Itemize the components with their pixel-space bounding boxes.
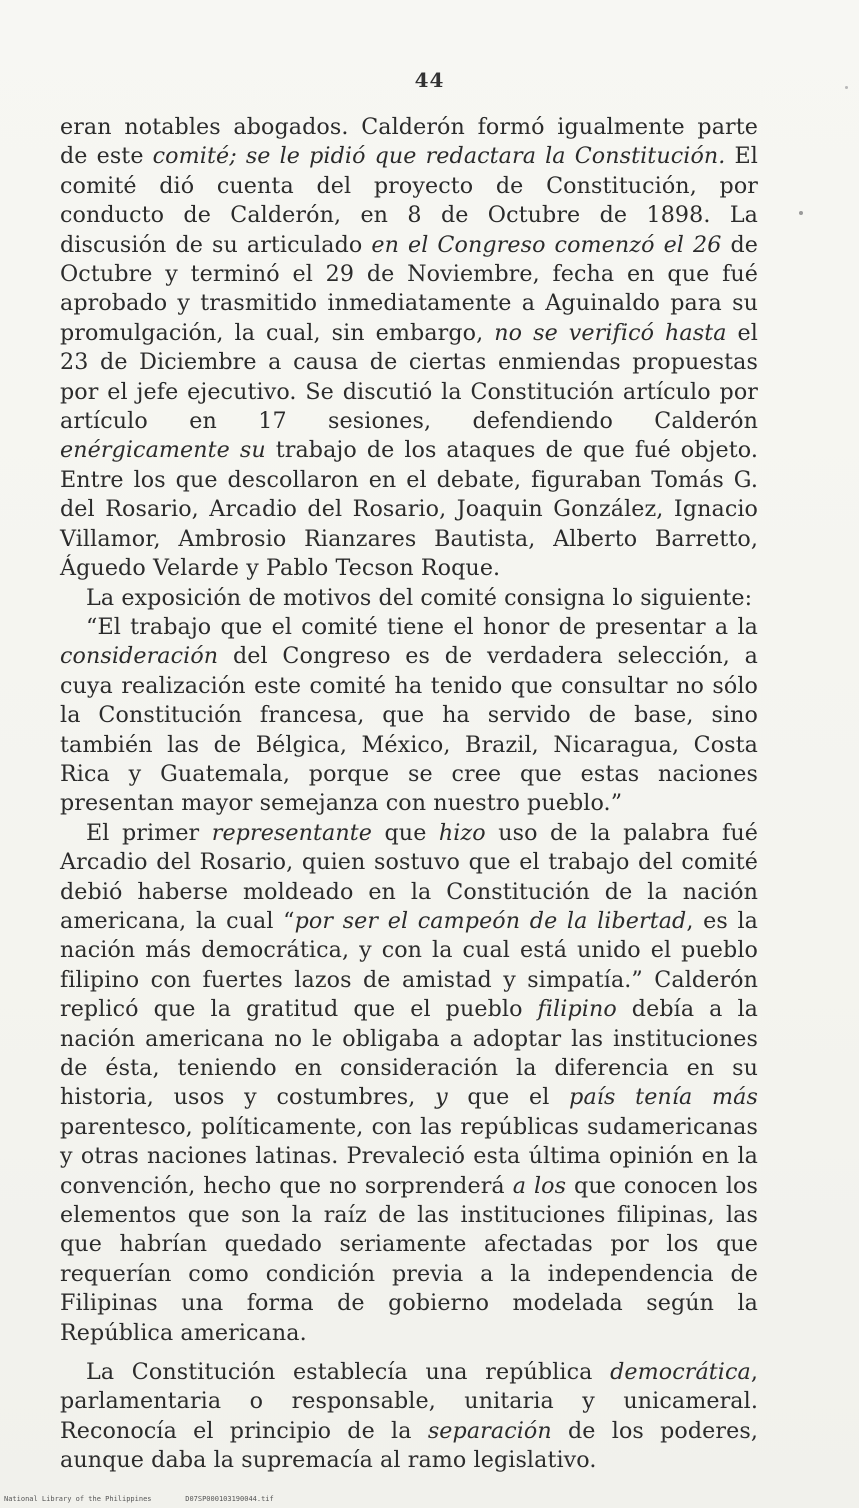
- text-run: parentesco, políticamente, con las repúblicas sudamericanas y otras naciones latinas. Prevaleció esta última opinión en la convención, hecho que no sorprenderá: [60, 1113, 758, 1199]
- text-run: eran notables abogados. Calderón formó igualmente parte de este: [60, 114, 758, 170]
- footer-source: National Library of the Philippines: [4, 1495, 152, 1503]
- text-run: que: [372, 819, 439, 846]
- text-run: el 23 de Diciembre a causa de ciertas enmiendas propuestas por el jefe ejecutivo. Se discutió la Constitución artículo por artículo en 17 sesiones, defendiendo Calderón: [60, 319, 758, 435]
- paragraph: [60, 819, 758, 1348]
- paragraph: [60, 113, 758, 584]
- italic-text: separación: [427, 1417, 552, 1444]
- text-run: del Congreso es de verdadera selección, a cuya realización este comité ha tenido que consultar no sólo la Constitución francesa, que ha servido de base, sino también las de Bélgica, México, Brazil, Nicaragua, Costa Rica y Guatemala, porque se cree que estas naciones presentan mayor semejanza con nuestro pueblo.”: [60, 643, 758, 817]
- page-number: 44: [414, 68, 445, 92]
- italic-text: y: [435, 1084, 448, 1111]
- text-run: , parlamentaria o responsable, unitaria y unicameral. Reconocía el principio de la: [60, 1359, 758, 1444]
- text-run: que el: [447, 1084, 570, 1111]
- italic-text: por ser el campeón de la libertad: [294, 907, 687, 934]
- text-run: El primer: [86, 819, 212, 846]
- italic-text: hizo: [438, 819, 486, 846]
- text-run: uso de la palabra fué Arcadio del Rosario, quien sostuvo que el trabajo del comité debió haberse moldeado en la Constitución de la nación americana, la cual “: [60, 819, 758, 934]
- italic-text: no se verificó hasta: [494, 319, 727, 346]
- text-run: El comité dió cuenta del proyecto de Constitución, por conducto de Calderón, en 8 de Octubre de 1898. La discusión de su articulado: [60, 143, 759, 258]
- scan-footer: [4, 1495, 274, 1503]
- body-text: [60, 113, 758, 1476]
- text-run: La exposición de motivos del comité consigna lo siguiente:: [86, 584, 753, 611]
- text-run: , es la nación más democrática, y con la cual está unido el pueblo filipino con fuertes lazos de amistad y simpatía.” Calderón replicó que la gratitud que el pueblo: [60, 907, 758, 1023]
- text-run: La Constitución establecía una república: [86, 1359, 611, 1386]
- scan-speck: [845, 86, 848, 89]
- italic-text: a los: [512, 1172, 567, 1199]
- paragraph: [60, 1358, 758, 1476]
- italic-text: representante: [211, 819, 373, 846]
- text-run: de los poderes, aunque daba la supremacía al ramo legislativo.: [60, 1417, 758, 1474]
- scan-speck: [799, 211, 803, 215]
- paragraph: [60, 584, 758, 613]
- italic-text: país tenía más: [569, 1084, 758, 1111]
- italic-text: democrática: [610, 1359, 751, 1386]
- italic-text: comité; se le pidió que redactara la Constitución.: [152, 143, 726, 170]
- text-run: debía a la nación americana no le obligaba a adoptar las instituciones de ésta, teniendo en consideración la diferencia en su historia, usos y costumbres,: [60, 996, 759, 1111]
- text-run: “El trabajo que el comité tiene el honor de presentar a la: [86, 613, 758, 640]
- text-run: trabajo de los ataques de que fué objeto. Entre los que descollaron en el debate, figuraban Tomás G. del Rosario, Arcadio del Rosario, Joaquin González, Ignacio Villamor, Ambrosio Rianzares Bautista, Alberto Barretto, Águedo Velarde y Pablo Tecson Roque.: [60, 437, 758, 582]
- footer-file: D07SP000103190044.tif: [185, 1495, 274, 1503]
- italic-text: consideración: [60, 643, 219, 670]
- italic-text: filipino: [537, 996, 617, 1023]
- paragraph: [60, 613, 758, 819]
- italic-text: en el Congreso comenzó el 26: [371, 231, 722, 258]
- text-run: que conocen los elementos que son la raíz de las instituciones filipinas, las que habrían quedado seriamente afectadas por los que requerían como condición previa a la independencia de Filipinas una forma de gobierno modelada según la República americana.: [60, 1172, 758, 1346]
- text-run: de Octubre y terminó el 29 de Noviembre, fecha en que fué aprobado y trasmitido inmediatamente a Aguinaldo para su promulgación, la cual, sin embargo,: [60, 231, 759, 346]
- italic-text: enérgicamente su: [60, 437, 266, 464]
